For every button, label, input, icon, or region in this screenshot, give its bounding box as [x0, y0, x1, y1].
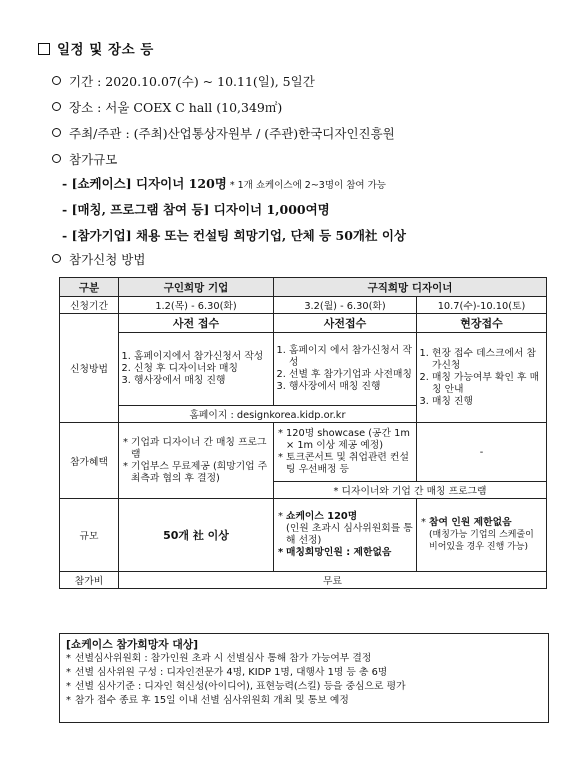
period-designer-onsite: 10.7(수)-10.10(토)	[417, 297, 547, 314]
list-item: 3. 행사장에서 매칭 진행	[134, 375, 270, 387]
circle-bullet-icon	[52, 76, 61, 85]
scale-company: 50개 社 이상	[119, 499, 274, 572]
header-category: 구분	[60, 278, 119, 297]
table-row-method	[60, 333, 547, 406]
list-item: 3. 매칭 진행	[432, 396, 543, 408]
list-item: * 매칭희망인원 : 제한없음	[286, 547, 413, 559]
list-item: * 선별 심사위원 구성 : 디자인전문가 4명, KIDP 1명, 대행사 1명 등 총 6명	[75, 666, 542, 680]
period-company: 1.2(목) - 6.30(화)	[119, 297, 274, 314]
circle-bullet-icon	[52, 254, 61, 263]
square-bullet-icon	[38, 43, 50, 55]
bullet-period: 기간 : 2020.10.07(수) ~ 10.11(일), 5일간	[52, 72, 315, 90]
table-row-method-sub	[60, 314, 547, 333]
benefit-company	[119, 423, 274, 499]
sub-designer-onsite: 현장접수	[417, 314, 547, 333]
sub-designer-pre: 사전접수	[274, 314, 417, 333]
label-period: 신청기간	[60, 297, 119, 314]
list-item: * 기업과 디자이너 간 매칭 프로그램	[131, 437, 270, 461]
method-designer-pre	[274, 333, 417, 406]
scale-item-matching: - [매칭, 프로그램 참여 등] 디자이너 1,000여명	[62, 202, 330, 217]
label-method: 신청방법	[60, 314, 119, 423]
benefit-common: * 디자이너와 기업 간 매칭 프로그램	[274, 482, 547, 499]
list-item: * 쇼케이스 120명 (인원 초과시 심사위원회를 통해 선정)	[286, 511, 413, 547]
list-item: 1. 현장 접수 데스크에서 참가신청	[432, 348, 543, 372]
table-row-scale	[60, 499, 547, 572]
application-table	[59, 277, 547, 589]
sub-company: 사전 접수	[119, 314, 274, 333]
label-fee: 참가비	[60, 572, 119, 589]
method-company	[119, 333, 274, 406]
list-item: * 기업부스 무료제공 (희망기업 주최측과 협의 후 결정)	[131, 461, 270, 485]
homepage-url: 홈페이지 : designkorea.kidp.or.kr	[119, 406, 417, 423]
scale-designer-onsite	[417, 499, 547, 572]
list-item: 1. 홈페이지 에서 참가신청서 작성	[289, 345, 413, 369]
list-item: * 선별 심사기준 : 디자인 혁신성(아이디어), 표현능력(스킬) 등을 중심으로 평가	[75, 680, 542, 694]
bullet-scale: 참가규모	[52, 150, 117, 168]
list-item: * 참여 인원 제한없음 (매칭가능 기업의 스케줄이 비어있을 경우 진행 가능)	[429, 517, 543, 553]
bullet-venue: 장소 : 서울 COEX C hall (10,349㎡)	[52, 98, 282, 116]
table-header-row	[60, 278, 547, 297]
fee-value: 무료	[119, 572, 547, 589]
benefit-designer-pre	[274, 423, 417, 482]
list-item: * 선별심사위원회 : 참가인원 초과 시 선별심사 통해 참가 가능여부 결정	[75, 652, 542, 666]
showcase-notes-box	[59, 633, 549, 723]
bullet-apply: 참가신청 방법	[52, 250, 145, 268]
section-heading: 일정 및 장소 등	[38, 38, 154, 58]
bullet-organizer: 주최/주관 : (주최)산업통상자원부 / (주관)한국디자인진흥원	[52, 124, 395, 142]
method-designer-onsite	[417, 333, 547, 423]
list-item: 3. 행사장에서 매칭 진행	[289, 381, 413, 393]
list-item: 2. 매칭 가능여부 확인 후 매칭 안내	[432, 372, 543, 396]
list-item: * 120명 showcase (공간 1m × 1m 이상 제공 예정)	[286, 428, 413, 452]
period-designer-pre: 3.2(월) - 6.30(화)	[274, 297, 417, 314]
table-row-fee	[60, 572, 547, 589]
list-item: * 참가 접수 종료 후 15일 이내 선별 심사위원회 개최 및 통보 예정	[75, 694, 542, 708]
circle-bullet-icon	[52, 128, 61, 137]
table-row-benefit	[60, 423, 547, 482]
header-company: 구인희망 기업	[119, 278, 274, 297]
circle-bullet-icon	[52, 102, 61, 111]
list-item: 1. 홈페이지에서 참가신청서 작성	[134, 351, 270, 363]
list-item: 2. 신청 후 디자이너와 매칭	[134, 363, 270, 375]
table-row-period	[60, 297, 547, 314]
benefit-designer-onsite: -	[417, 423, 547, 482]
scale-item-showcase: - [쇼케이스] 디자이너 120명 * 1개 쇼케이스에 2~3명이 참여 가능	[62, 176, 386, 191]
circle-bullet-icon	[52, 154, 61, 163]
header-designer: 구직희망 디자이너	[274, 278, 547, 297]
scale-designer-pre	[274, 499, 417, 572]
label-scale: 규모	[60, 499, 119, 572]
scale-item-companies: - [참가기업] 채용 또는 컨설팅 희망기업, 단체 등 50개社 이상	[62, 228, 407, 243]
notes-title: [쇼케이스 참가희망자 대상]	[66, 638, 199, 651]
label-benefit: 참가혜택	[60, 423, 119, 499]
list-item: 2. 선별 후 참가기업과 사전매칭	[289, 369, 413, 381]
list-item: * 토크콘서트 및 취업관련 컨설팅 우선배정 등	[286, 452, 413, 476]
